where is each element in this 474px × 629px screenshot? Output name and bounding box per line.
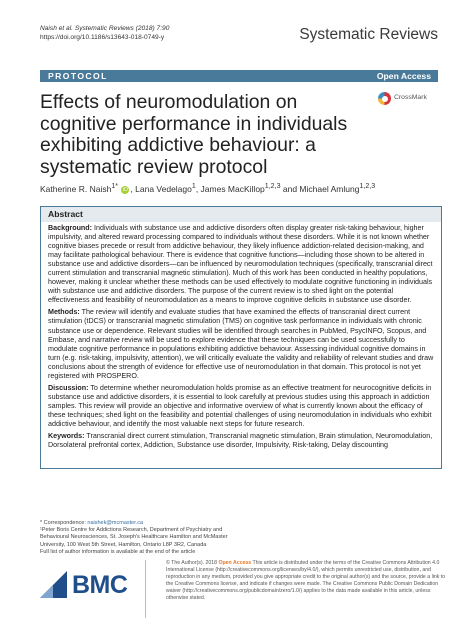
license-open-access: Open Access (218, 560, 252, 566)
abstract-discussion (48, 384, 434, 429)
bmc-logo-icon (40, 571, 67, 598)
correspondence-footnote (40, 520, 250, 556)
author-affil-sup: 1,2,3 (264, 182, 281, 190)
correspondence-email[interactable]: naishek@mcmaster.ca (87, 520, 144, 526)
license-text (166, 560, 449, 601)
abstract-box (40, 206, 442, 469)
section-text: To determine whether neuromodulation holds promise as an effective treatment for neurocognitive deficits in substance use and addictive disorders, it is essential to look carefully at previous studies using this approach in addiction samples. This review will provide an objective and informative overview of what is currently known about the efficacy of these techniques; shed light on the feasibility and potential challenges of using neuromodulation in individuals who exhibit addictive behaviour, and identify the most valuable next steps for future research. (48, 383, 432, 428)
section-label: Methods: (48, 308, 80, 317)
article-title: Effects of neuromodulation on cognitive performance in individuals exhibiting addictive behaviour: a systematic review protocol (40, 91, 348, 178)
open-access-label: Open Access (376, 71, 431, 81)
bmc-logo (40, 568, 140, 602)
correspondence-label: * Correspondence: (40, 520, 88, 526)
article-type-banner (40, 70, 438, 82)
author-name[interactable]: Katherine R. Naish (40, 183, 112, 194)
copyright-prefix: © The Author(s). 2018 (166, 560, 219, 566)
bmc-logo-text: BMC (72, 571, 128, 599)
section-label: Background: (48, 224, 93, 232)
abstract-background (48, 224, 434, 305)
running-header (40, 24, 169, 42)
author-name[interactable]: , James MacKillop (195, 183, 265, 194)
abstract-body (41, 222, 441, 450)
footer-divider (145, 560, 146, 618)
doi-link[interactable]: https://doi.org/10.1186/s13643-018-0749-y (40, 34, 165, 41)
crossmark-label: CrossMark (394, 94, 427, 101)
section-text: Individuals with substance use and addictive disorders often display greater risk-taking behaviour, higher impulsivity, and altered reward processing compared to individuals without these disorders. While it is not known whether cognitive biases precede or result from addictive behaviour, they likely influence addiction-related decision-making, and may facilitate pathological behaviour. There is evidence that cognitive functions—including those shown to be altered in substance use and addictive disorders—can be influenced by neuromodulation techniques (specifically, transcranial direct current stimulation and transcranial magnetic stimulation). Much of this work has been conducted in healthy populations, however, making it unclear whether these methods can be used effectively to modulate cognitive functioning in individuals with substance use and addictive disorders. The purpose of the current review is to shed light on the potential effectiveness and feasibility of neuromodulation as a means to improve cognitive deficits in substance use disorder. (48, 224, 433, 305)
abstract-heading: Abstract (41, 207, 441, 222)
crossmark-badge[interactable] (378, 92, 442, 106)
crossmark-icon (378, 92, 391, 105)
orcid-icon[interactable]: iD (122, 186, 129, 193)
author-affil-sup: 1,2,3 (359, 182, 376, 190)
author-name[interactable]: , Lana Vedelago (130, 183, 192, 194)
author-affil-sup: 1* (111, 182, 119, 190)
author-affil-sup: 1 (191, 182, 196, 190)
journal-name: Systematic Reviews (299, 26, 438, 43)
license-body: This article is distributed under the terms of the Creative Commons Attribution 4.0 International License (http://creativecommons.org/licenses/by/4.0/), which permits unrestricted use, distribution, and reproduction in any medium, provided you give appropriate credit to the original author(s) and the source, provide a link to the Creative Commons license, and indicate if changes were made. The Creative Commons Public Domain Dedication waiver (http://creativecommons.org/publicdomain/zero/1.0/) applies to the data made available in this article, unless otherwise stated. (166, 560, 446, 601)
section-label: Keywords: (48, 432, 85, 441)
journal-citation: Naish et al. Systematic Reviews (2018) 7:90 (40, 25, 170, 32)
article-type-label: PROTOCOL (48, 71, 108, 81)
author-info-note: Full list of author information is available at the end of the article (40, 548, 196, 555)
abstract-keywords (48, 432, 434, 450)
author-list (40, 182, 375, 194)
author-name[interactable]: and Michael Amlung (280, 183, 360, 194)
abstract-methods (48, 308, 434, 380)
section-label: Discussion: (48, 383, 89, 392)
affiliation-text: ¹Peter Boris Centre for Addictions Research, Department of Psychiatry and Behavioural Neurosciences, St. Joseph's Healthcare Hamilton and McMaster University, 100 West 5th Street, Hamilton, Ontario L8P 3R2, Canada (40, 527, 228, 548)
correspondence-line (40, 520, 250, 527)
section-text: Transcranial direct current stimulation, Transcranial magnetic stimulation, Brain stimulation, Neuromodulation, Dorsolateral prefrontal cortex, Addiction, Substance use disorder, Impulsivity, Risk-taking, Delay discounting (48, 432, 433, 450)
section-text: The review will identify and evaluate studies that have examined the effects of transcranial direct current stimulation (tDCS) or transcranial magnetic stimulation (TMS) on cognitive task performance in individuals with chronic substance use or dependence. Relevant studies will be identified through searches in PubMed, PsycINFO, Scopus, and Embase, and narrative review will be used to explore evidence that these techniques can be used successfully to modulate cognitive performance in populations exhibiting addictive behaviour. Assessing individual cognitive domains in turn (e.g. risk-taking, impulsivity, attention), we will critically evaluate the validity and reliability of relevant studies and draw conclusions about the strength of evidence for effective use of neuromodulation in that domain. This protocol is not yet registered with PROSPERO. (48, 308, 434, 380)
